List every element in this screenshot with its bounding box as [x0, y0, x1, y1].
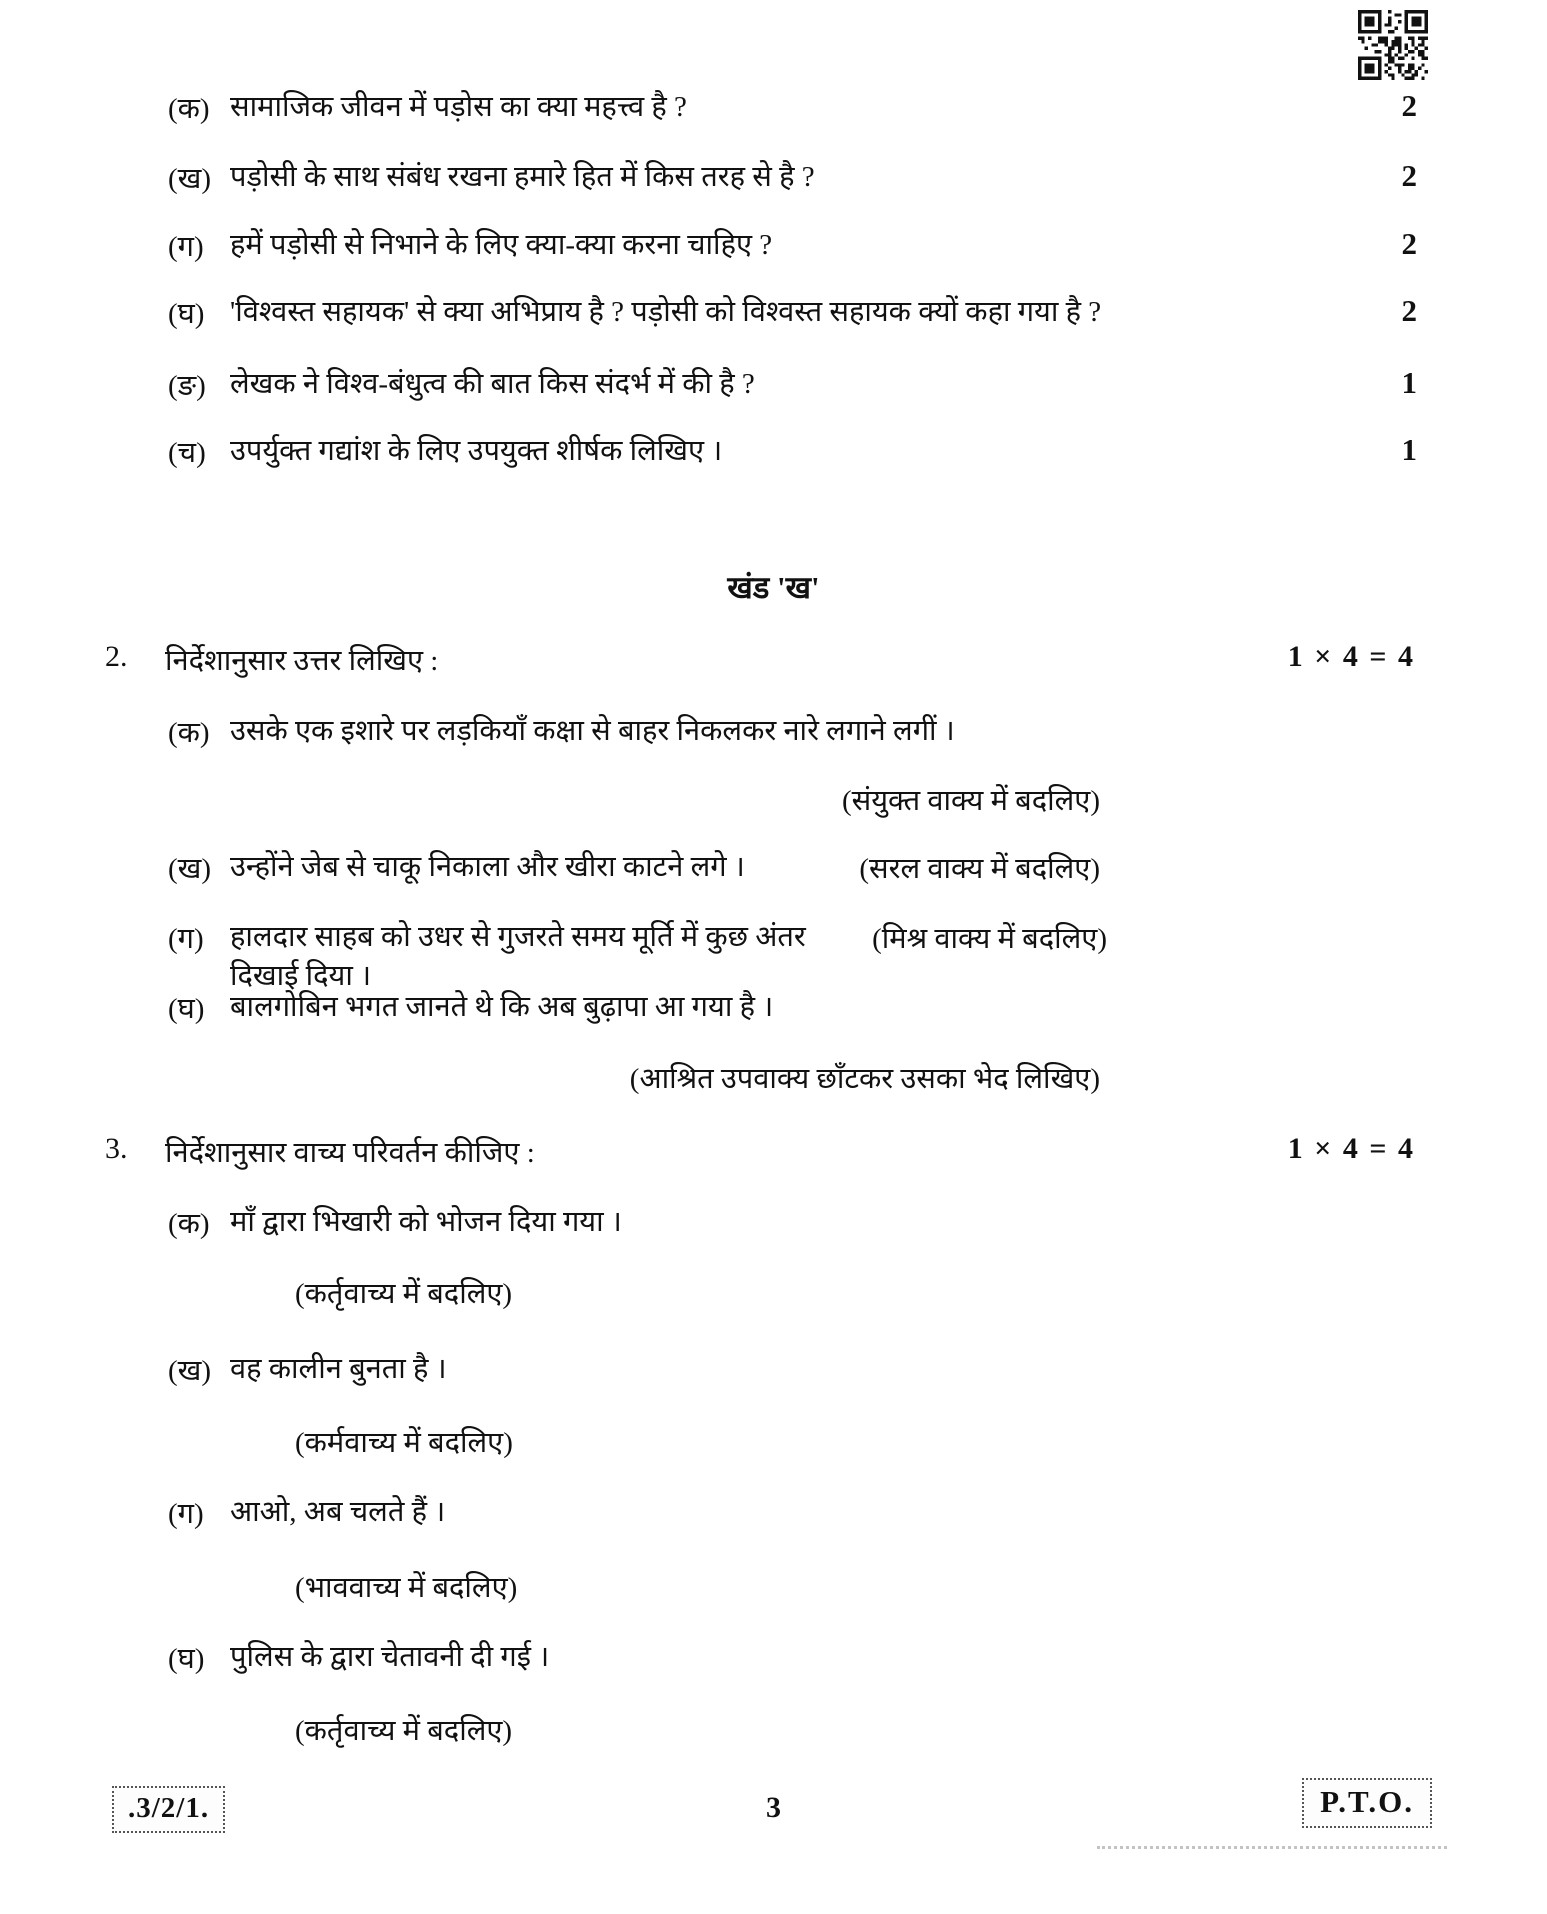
q2-item-b-instruction: (सरल वाक्य में बदलिए) — [859, 853, 1100, 885]
q2-item-c — [168, 918, 1107, 996]
section-heading: खंड 'ख' — [727, 570, 820, 605]
item-text: उसके एक इशारे पर लड़कियाँ कक्षा से बाहर निकलकर नारे लगाने लगीं । — [230, 715, 955, 747]
item-label: (ङ) — [168, 370, 206, 402]
item-label: (क) — [168, 93, 210, 125]
q3-item-d-instruction: (कर्तृवाच्य में बदलिए) — [295, 1715, 513, 1747]
item-text: हालदार साहब को उधर से गुजरते समय मूर्ति में कुछ अंतर दिखाई दिया । — [230, 921, 806, 993]
q3-item-c-instruction: (भाववाच्य में बदलिए) — [295, 1572, 518, 1604]
item-label: (घ) — [168, 298, 205, 330]
item-marks: 2 — [1401, 293, 1417, 328]
q1-item-e — [168, 365, 1417, 404]
item-label: (ख) — [168, 163, 212, 195]
item-text: पड़ोसी के साथ संबंध रखना हमारे हित में किस तरह से है ? — [230, 161, 815, 193]
q3-item-a-instruction: (कर्तृवाच्य में बदलिए) — [295, 1278, 513, 1310]
q2-item-d — [168, 988, 1100, 1027]
q2-number: 2. — [105, 640, 128, 673]
item-text: बालगोबिन भगत जानते थे कि अब बुढ़ापा आ गया है । — [230, 991, 774, 1023]
paper-code-box: .3/2/1. — [112, 1786, 225, 1833]
q1-item-f — [168, 432, 1417, 471]
item-label: (च) — [168, 437, 206, 469]
pto-box: P.T.O. — [1302, 1778, 1432, 1828]
item-text: माँ द्वारा भिखारी को भोजन दिया गया । — [230, 1206, 622, 1238]
item-label: (क) — [168, 1208, 210, 1240]
item-text: सामाजिक जीवन में पड़ोस का क्या महत्त्व है ? — [230, 91, 687, 123]
item-label: (ख) — [168, 853, 212, 885]
item-marks: 1 — [1401, 365, 1417, 400]
item-text: वह कालीन बुनता है । — [230, 1353, 447, 1385]
q2-item-d-instruction: (आश्रित उपवाक्य छाँटकर उसका भेद लिखिए) — [629, 1063, 1100, 1095]
qr-code-icon — [1358, 8, 1428, 82]
q3-number: 3. — [105, 1132, 128, 1165]
item-text: हमें पड़ोसी से निभाने के लिए क्या-क्या करना चाहिए ? — [230, 229, 773, 261]
q2-item-b — [168, 848, 1100, 887]
q2-marks: 1 × 4 = 4 — [1287, 640, 1415, 673]
q2-item-c-instruction: (मिश्र वाक्य में बदलिए) — [872, 923, 1107, 955]
q2-item-a — [168, 712, 1100, 751]
item-marks: 2 — [1401, 226, 1417, 261]
item-label: (घ) — [168, 993, 205, 1025]
item-label: (ख) — [168, 1355, 212, 1387]
item-marks: 2 — [1401, 88, 1417, 123]
q3-marks: 1 × 4 = 4 — [1287, 1132, 1415, 1165]
page-number: 3 — [766, 1791, 781, 1824]
item-text: आओ, अब चलते हैं । — [230, 1496, 446, 1528]
footer-dotted-line — [1097, 1846, 1447, 1849]
item-text: उन्होंने जेब से चाकू निकाला और खीरा काटने लगे । — [230, 851, 745, 883]
q1-item-c — [168, 226, 1417, 265]
item-text: लेखक ने विश्व-बंधुत्व की बात किस संदर्भ में की है ? — [230, 368, 755, 400]
item-text: पुलिस के द्वारा चेतावनी दी गई । — [230, 1641, 550, 1673]
q1-item-a — [168, 88, 1417, 127]
item-label: (घ) — [168, 1643, 205, 1675]
q3-item-a — [168, 1203, 1100, 1242]
item-marks: 1 — [1401, 432, 1417, 467]
q2-item-a-instruction: (संयुक्त वाक्य में बदलिए) — [841, 785, 1100, 817]
item-text: उपर्युक्त गद्यांश के लिए उपयुक्त शीर्षक लिखिए । — [230, 435, 723, 467]
q3-item-b-instruction: (कर्मवाच्य में बदलिए) — [295, 1427, 513, 1459]
item-text: 'विश्वस्त सहायक' से क्या अभिप्राय है ? पड़ोसी को विश्वस्त सहायक क्यों कहा गया है ? — [230, 296, 1102, 328]
q1-item-d — [168, 293, 1417, 332]
q3-item-b — [168, 1350, 1100, 1389]
q3-item-d — [168, 1638, 1100, 1677]
item-label: (ग) — [168, 923, 204, 955]
q2-title: निर्देशानुसार उत्तर लिखिए : — [165, 645, 439, 677]
q3-title: निर्देशानुसार वाच्य परिवर्तन कीजिए : — [165, 1137, 535, 1169]
item-label: (ग) — [168, 231, 204, 263]
item-label: (ग) — [168, 1498, 204, 1530]
q3-item-c — [168, 1493, 1100, 1532]
item-label: (क) — [168, 717, 210, 749]
q1-item-b — [168, 158, 1417, 197]
item-marks: 2 — [1401, 158, 1417, 193]
